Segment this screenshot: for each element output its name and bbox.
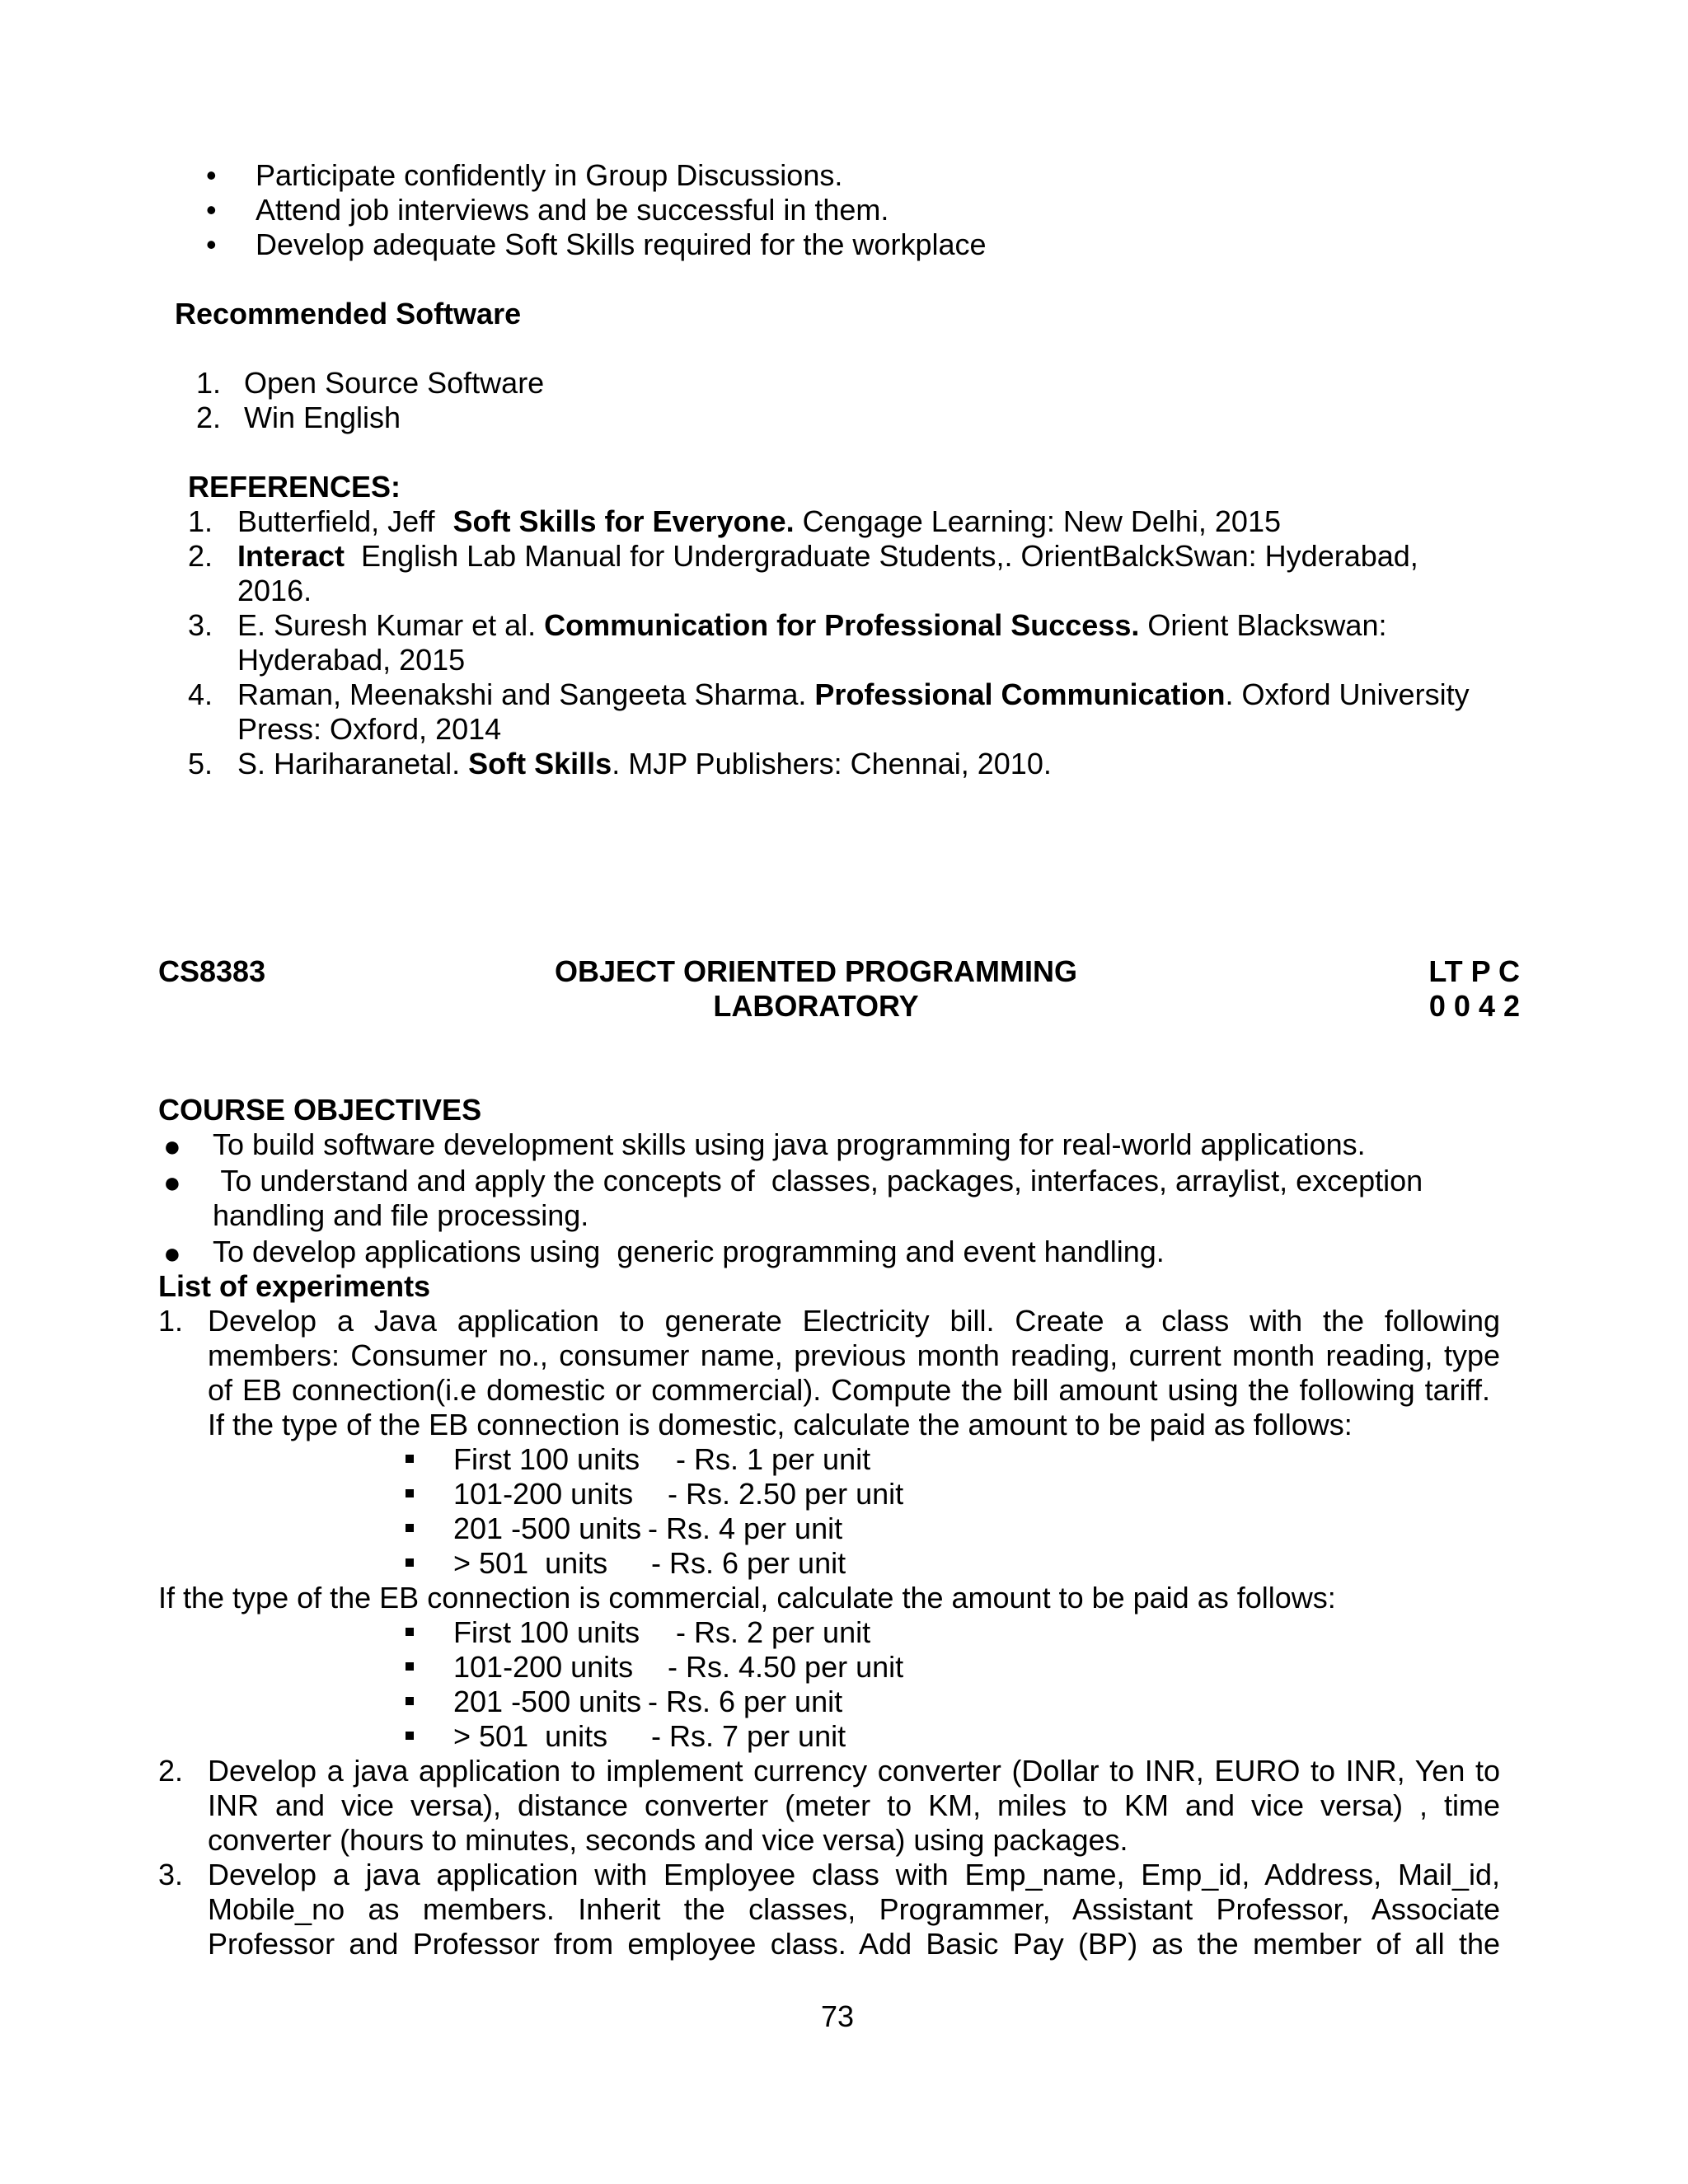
reference-number: 1. bbox=[188, 504, 213, 538]
tariff-range: 101-200 units bbox=[453, 1477, 634, 1511]
software-item-1: Open Source Software bbox=[244, 366, 545, 400]
tariff-range: 201 -500 units bbox=[453, 1685, 642, 1718]
reference-5-authors: S. Hariharanetal. bbox=[237, 747, 469, 780]
reference-4-authors: Raman, Meenakshi and Sangeeta Sharma. bbox=[237, 677, 815, 711]
reference-5-title: Soft Skills bbox=[468, 747, 612, 780]
page-number: 73 bbox=[821, 1999, 855, 2033]
objective-3: To develop applications using generic programming and event handling. bbox=[213, 1235, 1165, 1268]
course-title bbox=[478, 954, 1154, 1024]
square-bullet-icon bbox=[406, 1558, 414, 1567]
experiment-3-line-3: Professor and Professor from employee class. Add Basic Pay (BP) as the member of all the bbox=[208, 1927, 1500, 1961]
square-bullet-icon bbox=[406, 1489, 414, 1497]
reference-3 bbox=[237, 608, 1386, 643]
tariff-rate: - Rs. 2.50 per unit bbox=[668, 1477, 904, 1511]
list-number: 2. bbox=[196, 401, 222, 434]
square-bullet-icon bbox=[406, 1628, 414, 1636]
tariff-range: > 501 units bbox=[453, 1719, 608, 1753]
reference-number: 4. bbox=[188, 677, 213, 711]
objective-1: To build software development skills using java programming for real-world applications. bbox=[213, 1127, 1366, 1161]
top-bullet-1: Participate confidently in Group Discussions. bbox=[256, 158, 843, 192]
tariff-range: 101-200 units bbox=[453, 1650, 634, 1684]
experiment-number: 3. bbox=[158, 1858, 184, 1891]
bullet-dot: • bbox=[206, 227, 217, 261]
experiment-1-line-3: of EB connection(i.e domestic or commercial). Compute the bill amount using the following tariff. bbox=[208, 1373, 1490, 1407]
course-code: CS8383 bbox=[158, 954, 266, 988]
tariff-rate: - Rs. 6 per unit bbox=[648, 1685, 843, 1718]
reference-1-authors: Butterfield, Jeff bbox=[237, 504, 443, 538]
reference-3-authors: E. Suresh Kumar et al. bbox=[237, 608, 545, 642]
reference-4-publisher: . Oxford University bbox=[1225, 677, 1470, 711]
objective-2-line-2: handling and file processing. bbox=[213, 1198, 589, 1232]
reference-number: 3. bbox=[188, 608, 213, 642]
reference-3-continuation: Hyderabad, 2015 bbox=[237, 643, 466, 677]
top-bullet-2: Attend job interviews and be successful in them. bbox=[256, 193, 889, 227]
reference-2-title: Interact bbox=[237, 539, 345, 573]
experiment-1-line-4: If the type of the EB connection is domestic, calculate the amount to be paid as follows: bbox=[208, 1408, 1353, 1441]
experiments-heading: List of experiments bbox=[158, 1269, 431, 1303]
tariff-rate: - Rs. 2 per unit bbox=[676, 1615, 871, 1649]
tariff-range: > 501 units bbox=[453, 1546, 608, 1580]
experiment-3-line-2: Mobile_no as members. Inherit the classes, Programmer, Assistant Professor, Associate bbox=[208, 1892, 1500, 1926]
square-bullet-icon bbox=[406, 1732, 414, 1740]
experiment-number: 1. bbox=[158, 1304, 184, 1338]
reference-4 bbox=[237, 677, 1470, 712]
bullet-dot: ● bbox=[163, 1165, 181, 1199]
reference-number: 2. bbox=[188, 539, 213, 573]
tariff-rate: - Rs. 7 per unit bbox=[651, 1719, 846, 1753]
tariff-rate: - Rs. 4 per unit bbox=[648, 1511, 843, 1545]
recommended-software-heading: Recommended Software bbox=[175, 297, 522, 330]
reference-2 bbox=[237, 539, 1418, 574]
ltpc-values: 0 0 4 2 bbox=[1428, 989, 1520, 1023]
reference-number: 5. bbox=[188, 747, 213, 780]
reference-3-title: Communication for Professional Success. bbox=[544, 608, 1140, 642]
course-title-line-2: LABORATORY bbox=[713, 989, 919, 1023]
software-item-2: Win English bbox=[244, 401, 401, 434]
ltpc-block bbox=[1393, 954, 1520, 1024]
bullet-dot: ● bbox=[163, 1236, 181, 1270]
experiment-2-line-3: converter (hours to minutes, seconds and vice versa) using packages. bbox=[208, 1823, 1128, 1857]
tariff-rate: - Rs. 6 per unit bbox=[651, 1546, 846, 1580]
tariff-range: 201 -500 units bbox=[453, 1511, 642, 1545]
experiment-number: 2. bbox=[158, 1754, 184, 1788]
square-bullet-icon bbox=[406, 1524, 414, 1532]
objective-2-line-1: To understand and apply the concepts of classes, packages, interfaces, arraylist, exception bbox=[213, 1164, 1423, 1197]
reference-1 bbox=[237, 504, 1281, 539]
reference-2-continuation: 2016. bbox=[237, 574, 312, 607]
experiment-2-line-1: Develop a java application to implement currency converter (Dollar to INR, EURO to INR, Yen to bbox=[208, 1754, 1500, 1788]
reference-5-publisher: . MJP Publishers: Chennai, 2010. bbox=[612, 747, 1052, 780]
bullet-dot: • bbox=[206, 158, 217, 192]
reference-1-publisher: Cengage Learning: New Delhi, 2015 bbox=[794, 504, 1281, 538]
experiment-3-line-1: Develop a java application with Employee class with Emp_name, Emp_id, Address, Mail_id, bbox=[208, 1858, 1500, 1891]
tariff-range: First 100 units bbox=[453, 1615, 640, 1649]
reference-4-title: Professional Communication bbox=[814, 677, 1226, 711]
course-objectives-heading: COURSE OBJECTIVES bbox=[158, 1093, 482, 1127]
square-bullet-icon bbox=[406, 1662, 414, 1671]
commercial-intro: If the type of the EB connection is commercial, calculate the amount to be paid as follows: bbox=[158, 1581, 1336, 1615]
bullet-dot: • bbox=[206, 193, 217, 227]
ltpc-label: LT P C bbox=[1428, 954, 1520, 988]
reference-5 bbox=[237, 747, 1052, 781]
course-title-line-1: OBJECT ORIENTED PROGRAMMING bbox=[554, 954, 1078, 988]
experiment-1-line-2: members: Consumer no., consumer name, previous month reading, current month reading, type bbox=[208, 1338, 1500, 1372]
references-heading: REFERENCES: bbox=[188, 470, 401, 504]
reference-3-publisher: Orient Blackswan: bbox=[1139, 608, 1387, 642]
experiment-2-line-2: INR and vice versa), distance converter (meter to KM, miles to KM and vice versa) , time bbox=[208, 1788, 1500, 1822]
reference-4-continuation: Press: Oxford, 2014 bbox=[237, 712, 502, 746]
reference-1-title: Soft Skills for Everyone. bbox=[452, 504, 795, 538]
tariff-rate: - Rs. 1 per unit bbox=[676, 1442, 871, 1476]
tariff-range: First 100 units bbox=[453, 1442, 640, 1476]
square-bullet-icon bbox=[406, 1697, 414, 1705]
experiment-1-line-1: Develop a Java application to generate Electricity bill. Create a class with the following bbox=[208, 1304, 1500, 1338]
top-bullet-3: Develop adequate Soft Skills required for the workplace bbox=[256, 227, 987, 261]
bullet-dot: ● bbox=[163, 1129, 181, 1163]
tariff-rate: - Rs. 4.50 per unit bbox=[668, 1650, 904, 1684]
reference-2-details: English Lab Manual for Undergraduate Students,. OrientBalckSwan: Hyderabad, bbox=[345, 539, 1418, 573]
list-number: 1. bbox=[196, 366, 222, 400]
square-bullet-icon bbox=[406, 1455, 414, 1463]
